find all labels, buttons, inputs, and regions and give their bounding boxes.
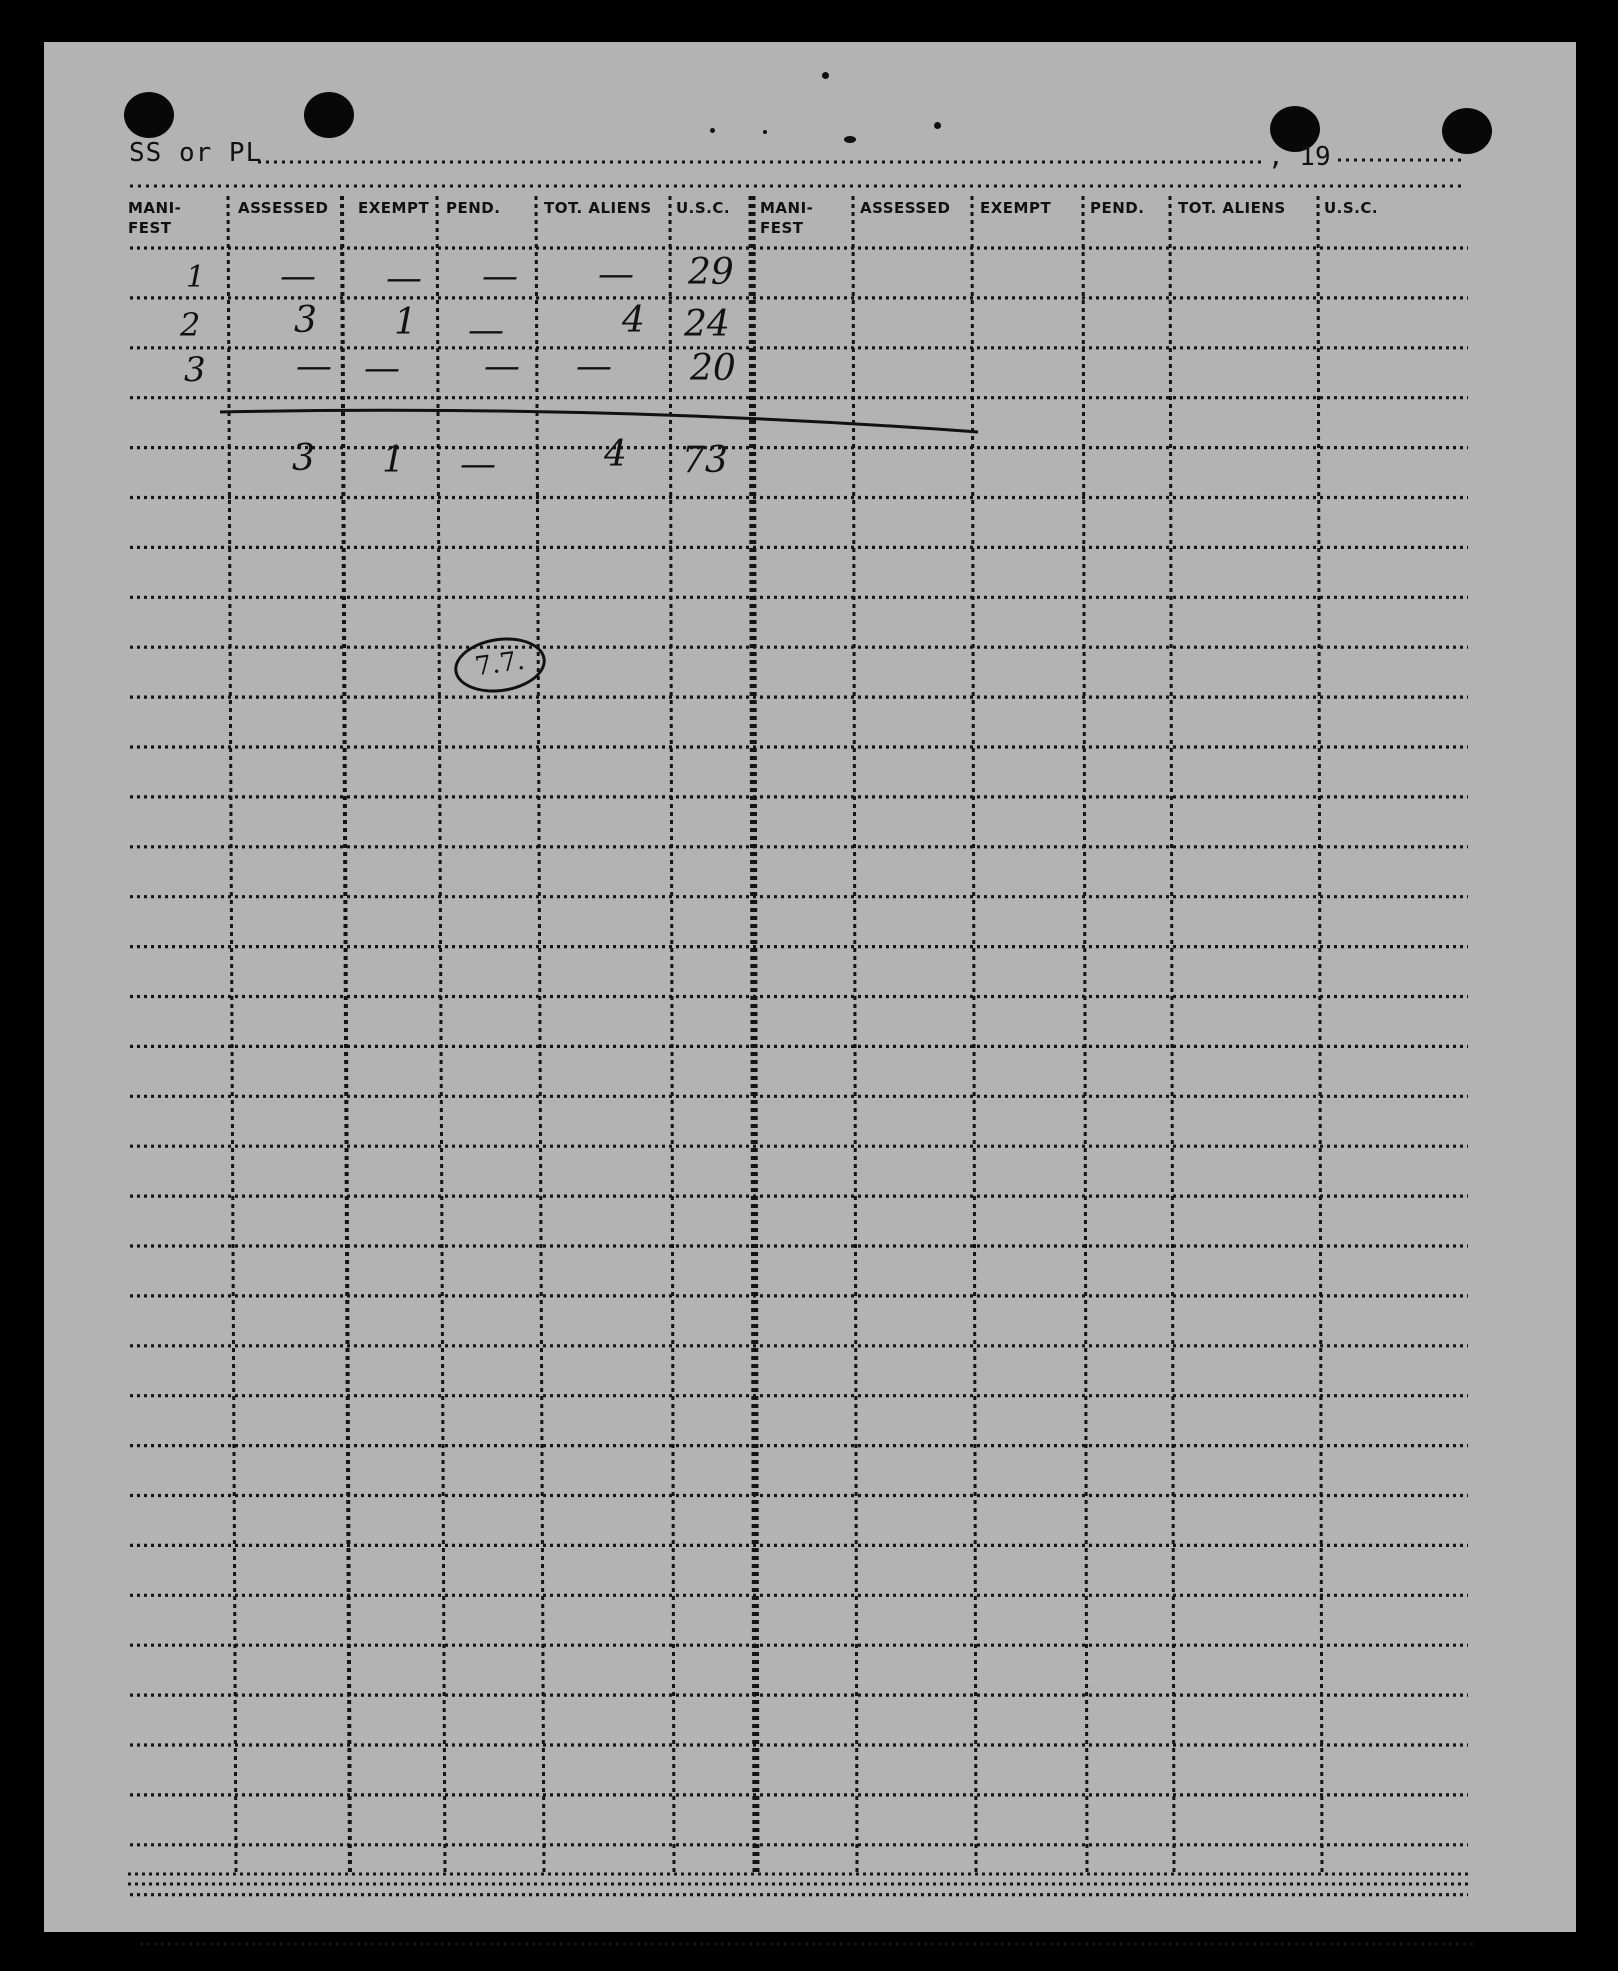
col-head-manifest-left — [128, 198, 181, 238]
entry-2-assessed: 3 — [294, 300, 317, 341]
col-head-pend-right: PEND. — [1090, 199, 1145, 217]
entry-1-pend: — — [482, 256, 518, 297]
vessel-label: SS or PL — [129, 138, 263, 168]
entry-2-usc: 24 — [684, 304, 730, 345]
entry-2-pend: — — [468, 310, 504, 351]
entry-3-exempt: — — [364, 348, 400, 389]
entry-3-pend: — — [484, 346, 520, 387]
entry-3-tot-aliens: — — [576, 346, 612, 387]
col-head-tot-aliens-right: TOT. ALIENS — [1178, 199, 1286, 217]
manifest-head-line1: MANI- — [760, 199, 814, 217]
entry-1-usc: 29 — [688, 252, 734, 293]
col-head-exempt-left: EXEMPT — [358, 199, 430, 217]
entry-1-manifest: 1 — [186, 260, 206, 295]
total-usc: 73 — [682, 440, 728, 481]
circled-note-text: 7.7. — [473, 645, 527, 683]
col-head-pend-left: PEND. — [446, 199, 501, 217]
total-pend: — — [460, 444, 496, 485]
manifest-head-line2: FEST — [128, 219, 172, 237]
entry-1-assessed: — — [280, 256, 316, 297]
entry-3-manifest: 3 — [184, 350, 206, 390]
col-head-exempt-right: EXEMPT — [980, 199, 1052, 217]
col-head-tot-aliens-left: TOT. ALIENS — [544, 199, 652, 217]
total-underline — [220, 410, 978, 432]
entry-3-usc: 20 — [690, 348, 736, 389]
entry-1-exempt: — — [386, 258, 422, 299]
col-head-assessed-right: ASSESSED — [860, 199, 951, 217]
total-exempt: 1 — [382, 440, 405, 481]
col-head-usc-left: U.S.C. — [676, 199, 731, 217]
total-assessed: 3 — [292, 438, 315, 479]
col-head-assessed-left: ASSESSED — [238, 199, 329, 217]
vessel-line — [129, 138, 262, 168]
year-label: , 19 — [1268, 142, 1331, 172]
total-tot-aliens: 4 — [604, 434, 627, 475]
entry-2-tot-aliens: 4 — [622, 300, 645, 341]
manifest-head-line1: MANI- — [128, 199, 182, 217]
entry-2-manifest: 2 — [180, 306, 201, 344]
entry-1-tot-aliens: — — [598, 254, 634, 295]
year-line — [1268, 142, 1331, 172]
entry-3-assessed: — — [296, 346, 332, 387]
col-head-usc-right: U.S.C. — [1324, 199, 1379, 217]
col-head-manifest-right — [760, 198, 813, 238]
entry-2-exempt: 1 — [394, 302, 417, 343]
manifest-head-line2: FEST — [760, 219, 804, 237]
